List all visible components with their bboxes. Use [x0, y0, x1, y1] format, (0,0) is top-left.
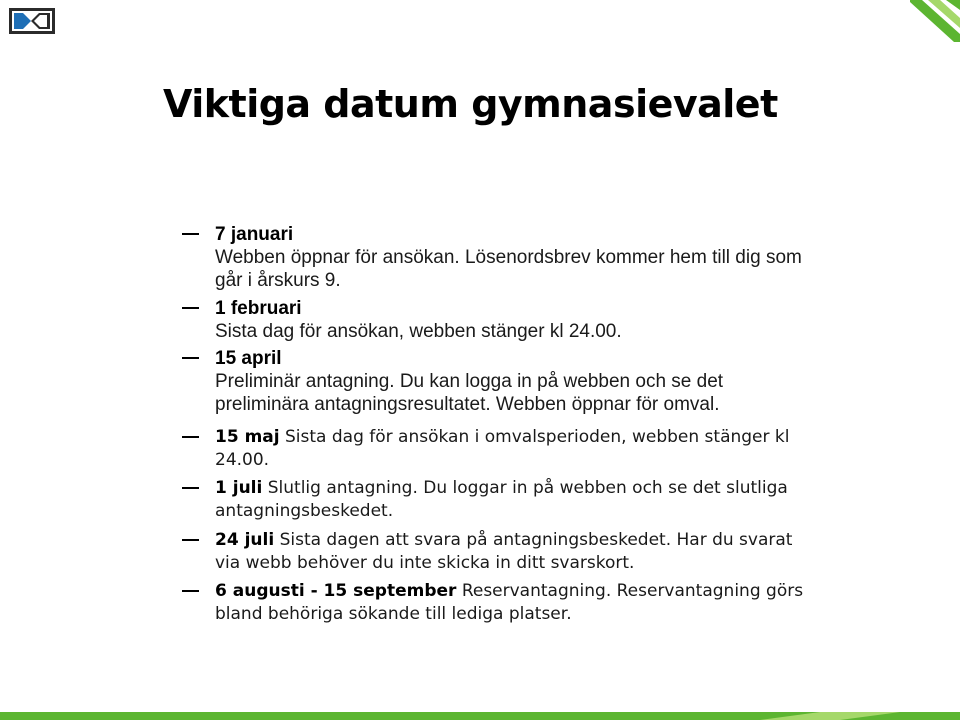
list-item	[215, 297, 805, 343]
dash-bullet	[182, 357, 199, 359]
item-date: 15 maj	[215, 427, 280, 447]
list-item	[215, 580, 805, 626]
item-text: Slutlig antagning. Du loggar in på webben och se det slutliga antagningsbeskedet.	[215, 478, 788, 521]
item-text: Sista dag för ansökan, webben stänger kl 24.00.	[215, 321, 622, 342]
item-text: Sista dag för ansökan i omvalsperioden, webben stänger kl 24.00.	[215, 427, 790, 470]
list-item	[215, 477, 805, 523]
item-date: 24 juli	[215, 530, 275, 550]
dash-bullet	[182, 487, 199, 489]
list-item	[215, 529, 805, 575]
item-text: Reservantagning. Reservantagning görs bland behöriga sökande till lediga platser.	[215, 581, 804, 624]
dash-bullet	[182, 436, 199, 438]
item-date: 15 april	[215, 348, 282, 369]
item-date: 7 januari	[215, 224, 294, 245]
item-text: Webben öppnar för ansökan. Lösenordsbrev kommer hem till dig som går i årskurs 9.	[215, 247, 802, 291]
page-title: Viktiga datum gymnasievalet	[163, 82, 778, 126]
item-text: Preliminär antagning. Du kan logga in på webben och se det preliminära antagningsresultatet. Webben öppnar för omval.	[215, 371, 724, 415]
list-item	[215, 223, 805, 292]
list-item	[215, 426, 805, 472]
item-date: 6 augusti - 15 september	[215, 581, 457, 601]
dash-bullet	[182, 307, 199, 309]
dash-bullet	[182, 590, 199, 592]
dash-bullet	[182, 233, 199, 235]
item-date: 1 juli	[215, 478, 263, 498]
list-item	[215, 347, 805, 416]
item-text: Sista dagen att svara på antagningsbeskedet. Har du svarat via webb behöver du inte skicka in ditt svarskort.	[215, 530, 793, 573]
item-date: 1 februari	[215, 298, 302, 319]
dash-bullet	[182, 539, 199, 541]
